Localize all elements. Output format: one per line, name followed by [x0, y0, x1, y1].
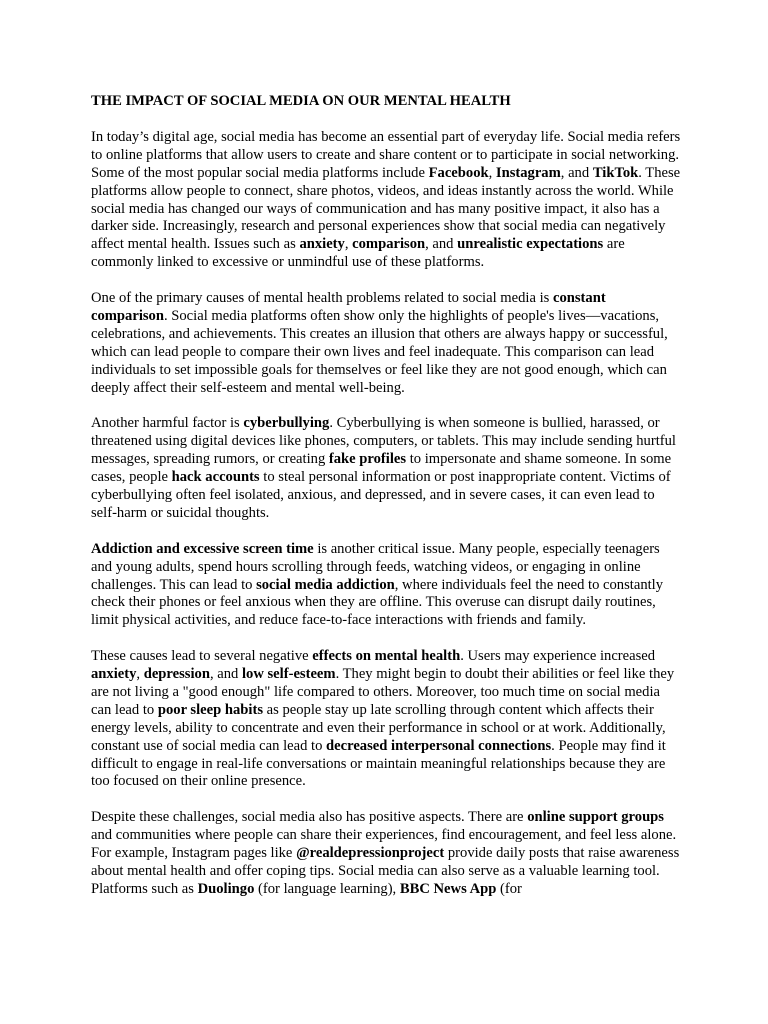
document-title: THE IMPACT OF SOCIAL MEDIA ON OUR MENTAL HEALTH — [91, 93, 511, 109]
bold-text: constant comparison — [91, 290, 606, 324]
bold-text: effects on mental health — [312, 648, 461, 665]
bold-text: Instagram — [495, 164, 561, 181]
text-run: as people stay up late scrolling through content which affects their energy levels, ability to concentrate and even their performance in school or at work. Additionally, constant use of social media can lead to — [91, 701, 666, 754]
bold-text: @realdepressionproject — [296, 845, 445, 862]
text-run: . Cyberbullying is when someone is bullied, harassed, or threatened using digital devices like phones, computers, or tablets. This may include sending hurtful messages, spreading rumors, or creating — [91, 415, 676, 468]
text-run: to steal personal information or post inappropriate content. Victims of cyberbullying often feel isolated, anxious, and depressed, and in severe cases, it can even lead to self-harm or suicidal thoughts. — [91, 469, 671, 521]
bold-text: Facebook — [428, 164, 489, 181]
bold-text: fake profiles — [328, 451, 407, 468]
bold-text: decreased interpersonal connections — [326, 737, 552, 754]
document-body — [91, 93, 681, 917]
bold-text: low self-esteem — [241, 666, 336, 683]
paragraph — [91, 129, 681, 272]
text-run: Despite these challenges, social media also has positive aspects. There are — [91, 809, 528, 826]
text-run: These causes lead to several negative — [91, 648, 313, 665]
text-run: (for — [496, 880, 522, 897]
text-run: , — [344, 236, 353, 253]
bold-text: Addiction and excessive screen time — [91, 540, 314, 557]
paragraph — [91, 648, 681, 791]
text-run: , and — [209, 666, 242, 683]
text-run: One of the primary causes of mental health problems related to social media is — [91, 290, 553, 307]
text-run: , — [136, 666, 144, 683]
bold-text: social media addiction — [256, 576, 395, 593]
text-run: In today’s digital age, social media has become an essential part of everyday life. Social media refers to online platforms that allow users to create and share content or to participate in social networking. Some of the most popular social media platforms include — [91, 128, 681, 181]
bold-text: anxiety — [91, 666, 137, 683]
text-run: to impersonate and shame someone. In some cases, people — [91, 451, 672, 486]
bold-text: BBC News App — [399, 880, 497, 897]
text-run: . Users may experience increased — [460, 648, 656, 665]
paragraph — [91, 415, 681, 522]
text-run: Another harmful factor is — [91, 415, 244, 432]
bold-text: online support groups — [527, 809, 664, 826]
text-run: . Social media platforms often show only the highlights of people's lives—vacations, celebrations, and achievements. This creates an illusion that others are always happy or successful, which can lead people to compare their own lives and feel inadequate. This comparison can lead individuals to set impossible goals for themselves or feel like they are not good enough, which can deeply affect their self-esteem and mental well-being. — [91, 307, 668, 396]
text-run: is another critical issue. Many people, especially teenagers and young adults, spend hours scrolling through feeds, watching videos, or engaging in online challenges. This can lead to — [91, 540, 660, 593]
text-run: , — [488, 164, 496, 181]
text-run: are commonly linked to excessive or unmindful use of these platforms. — [91, 236, 625, 271]
paragraph — [91, 290, 681, 397]
bold-text: unrealistic expectations — [457, 236, 604, 253]
paragraph — [91, 541, 681, 631]
paragraph-list — [91, 129, 681, 899]
text-run: , and — [425, 236, 458, 253]
text-run: provide daily posts that raise awareness about mental health and offer coping tips. Social media can also serve as a valuable learning tool. Platforms such as — [91, 845, 680, 897]
bold-text: TikTok — [592, 164, 639, 181]
bold-text: anxiety — [299, 236, 345, 253]
text-run: , and — [560, 164, 593, 181]
bold-text: depression — [143, 666, 210, 683]
text-run: (for language learning), — [254, 880, 400, 897]
bold-text: poor sleep habits — [157, 701, 264, 718]
text-run: . These platforms allow people to connect, share photos, videos, and ideas instantly across the world. While social media has changed our ways of communication and has many positive impact, it also has a darker side. Increasingly, research and personal experiences show that social media can negatively affect mental health. Issues such as — [91, 164, 681, 253]
text-run: , where individuals feel the need to constantly check their phones or feel anxious when they are offline. This overuse can disrupt daily routines, limit physical activities, and reduce face-to-face interactions with friends and family. — [91, 576, 664, 629]
paragraph — [91, 809, 681, 899]
bold-text: cyberbullying — [243, 415, 330, 432]
text-run: . People may find it difficult to engage in real-life conversations or maintain meaningful relationships because they are too focused on their online presence. — [91, 737, 666, 790]
bold-text: hack accounts — [171, 469, 260, 486]
text-run: and communities where people can share their experiences, find encouragement, and feel less alone. For example, Instagram pages like — [91, 827, 677, 862]
text-run: . They might begin to doubt their abilities or feel like they are not living a "good enough" life compared to others. Moreover, too much time on social media can lead to — [91, 666, 675, 718]
bold-text: comparison — [352, 236, 426, 253]
bold-text: Duolingo — [197, 880, 255, 897]
